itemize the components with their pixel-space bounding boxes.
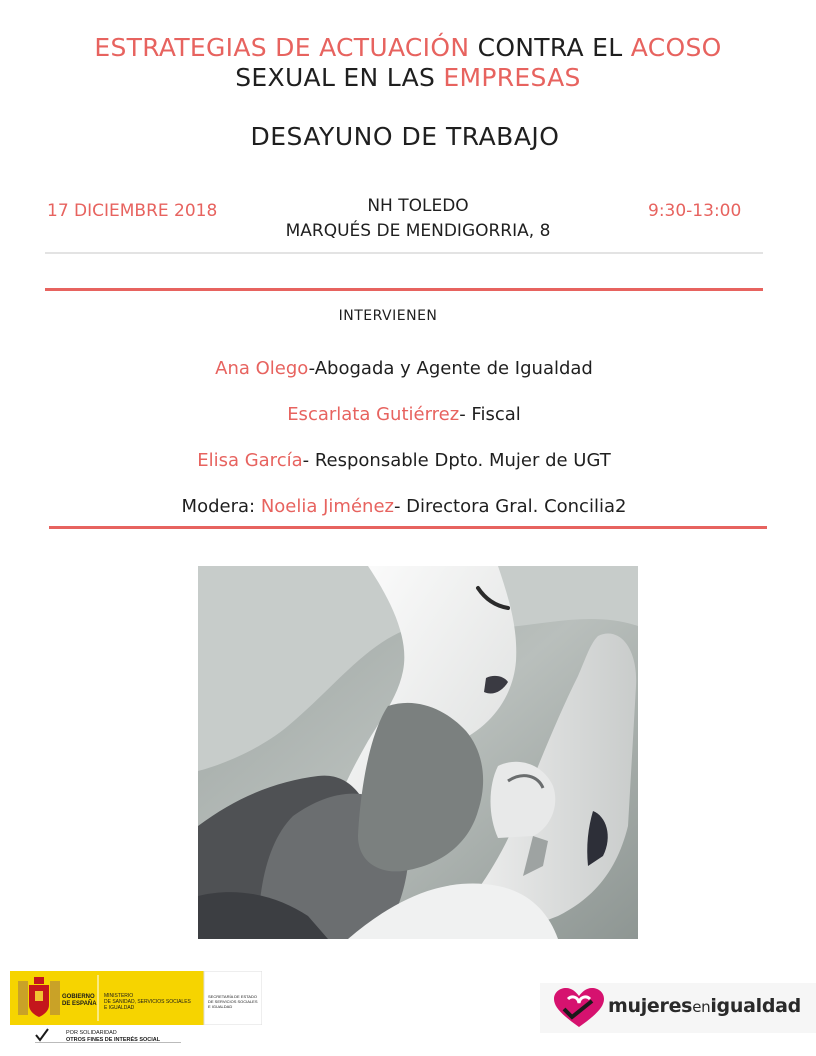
mei-word-2: en	[692, 998, 711, 1016]
harassment-illustration	[198, 566, 638, 939]
event-subtitle: DESAYUNO DE TRABAJO	[250, 122, 560, 151]
moderator-role: - Directora Gral. Concilia2	[393, 496, 627, 517]
event-date: 17 DICIEMBRE 2018	[47, 201, 218, 221]
mujeres-en-igualdad-logo	[540, 983, 816, 1033]
event-time: 9:30-13:00	[648, 201, 742, 221]
venue-name: NH TOLEDO	[367, 196, 469, 216]
secretaria-text-2: DE SERVICIOS SOCIALES	[208, 999, 258, 1004]
mei-word-3: igualdad	[710, 995, 801, 1017]
secretaria-text-1: SECRETARÍA DE ESTADO	[208, 994, 257, 999]
speaker-role: - Responsable Dpto. Mujer de UGT	[302, 450, 611, 471]
event-venue	[233, 194, 603, 244]
check-icon	[36, 1029, 48, 1040]
gobierno-espana-logo	[10, 971, 262, 1025]
divider-gray	[45, 252, 763, 254]
speaker-role: - Fiscal	[459, 404, 521, 425]
mei-word-1: mujeres	[608, 995, 693, 1017]
title-part-2: CONTRA EL	[469, 33, 631, 62]
secretaria-text-3: E IGUALDAD	[208, 1004, 233, 1009]
speaker-name: Escarlata Gutiérrez	[287, 404, 460, 425]
ministry-text-1: MINISTERIO	[104, 993, 134, 999]
speaker-line	[0, 449, 808, 473]
title-part-3: ACOSO	[630, 33, 722, 62]
speaker-line	[0, 357, 808, 381]
heart-icon	[552, 987, 606, 1031]
solidaridad-text-1: POR SOLIDARIDAD	[66, 1030, 117, 1036]
title-part-4: SEXUAL EN LAS	[235, 63, 444, 92]
mei-wordmark	[608, 995, 801, 1017]
venue-address: MARQUÉS DE MENDIGORRIA, 8	[285, 221, 551, 241]
speakers-heading: INTERVIENEN	[338, 308, 438, 324]
gov-text-1: GOBIERNO	[62, 994, 95, 1000]
title-part-5: EMPRESAS	[443, 63, 581, 92]
divider-red-bottom	[49, 526, 767, 529]
moderator-line	[0, 495, 808, 519]
solidaridad-text-2: OTROS FINES DE INTERÉS SOCIAL	[66, 1037, 161, 1043]
moderator-prefix: Modera:	[181, 496, 261, 517]
ministry-text-3: E IGUALDAD	[104, 1005, 135, 1011]
speaker-line	[0, 403, 808, 427]
speaker-name: Ana Olego	[215, 358, 309, 379]
event-title	[0, 33, 816, 93]
title-part-1: ESTRATEGIAS DE ACTUACIÓN	[94, 33, 470, 62]
solidaridad-logo	[34, 1026, 184, 1046]
moderator-name: Noelia Jiménez	[260, 496, 394, 517]
gov-text-2: DE ESPAÑA	[62, 1001, 97, 1007]
ministry-text-2: DE SANIDAD, SERVICIOS SOCIALES	[104, 999, 191, 1005]
divider-red-top	[45, 288, 763, 291]
speaker-name: Elisa García	[197, 450, 303, 471]
speaker-role: -Abogada y Agente de Igualdad	[308, 358, 593, 379]
